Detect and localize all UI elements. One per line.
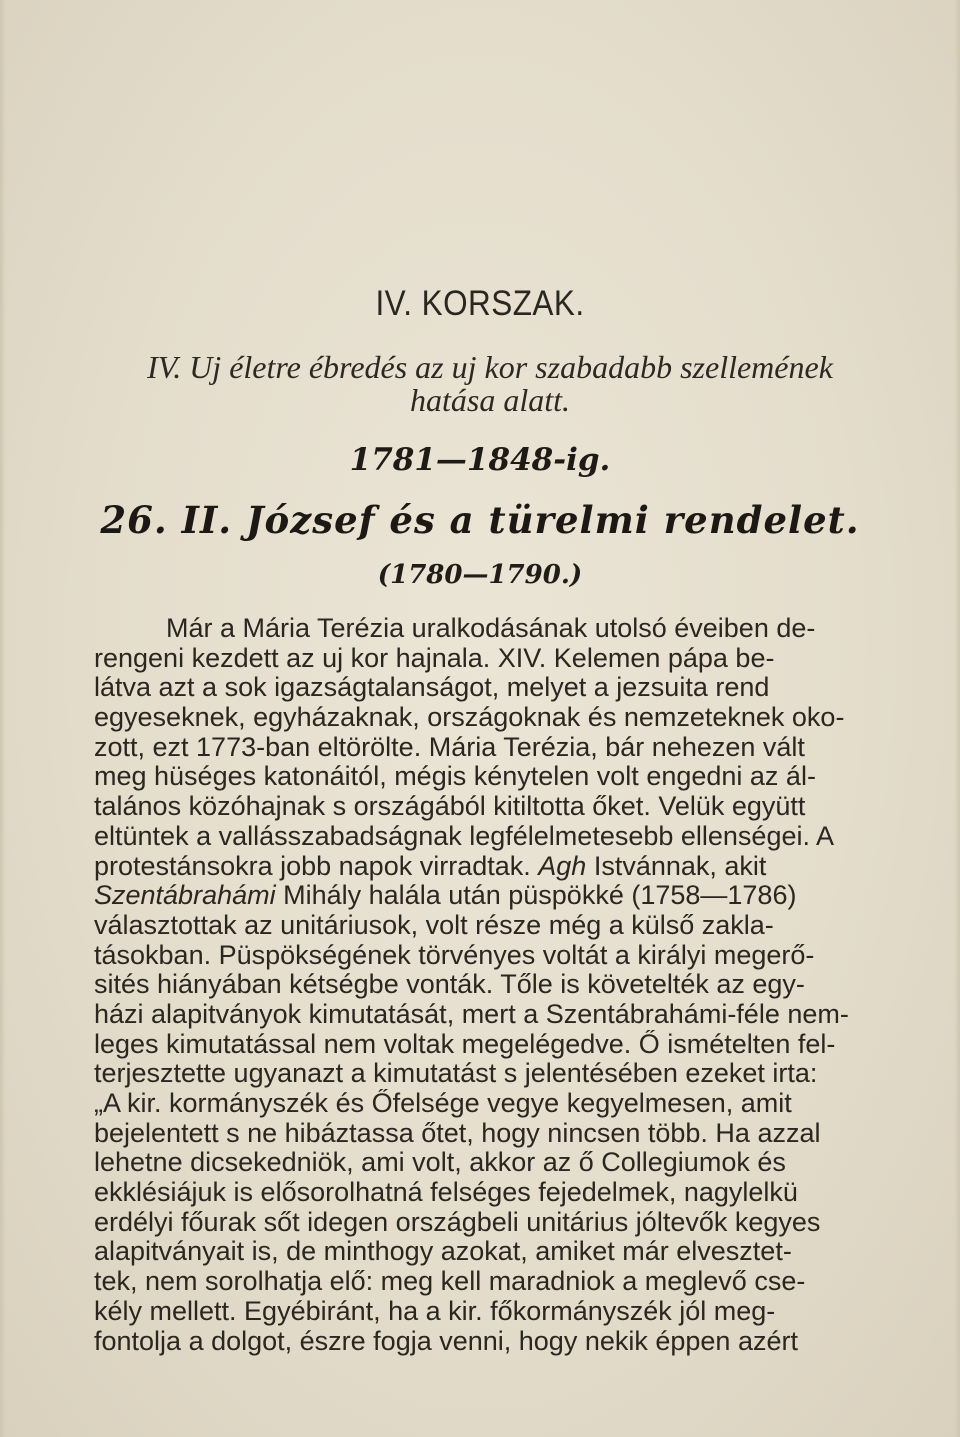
name-agh: Agh <box>538 851 587 881</box>
body-text <box>94 614 894 1356</box>
body-line: terjesztette ugyanazt a kimutatást s jelentésében ezeket irta: <box>94 1059 818 1089</box>
body-line: talános közóhajnak s országából kitiltotta őket. Velük együtt <box>94 792 806 822</box>
period-years: 1781—1848-ig. <box>349 442 611 478</box>
body-line-end: Istvánnak, akit <box>593 851 767 881</box>
body-line: házi alapitványok kimutatását, mert a Szentábrahámi-féle nem- <box>94 999 849 1029</box>
page-edge-left <box>0 0 6 1437</box>
name-szentabrahami: Szentábrahámi <box>94 881 276 911</box>
body-line: zott, ezt 1773-ban eltörölte. Mária Terézia, bár nehezen vált <box>94 732 805 762</box>
body-line: egyeseknek, egyházaknak, országoknak és nemzeteknek oko- <box>94 703 845 733</box>
page-edge-right <box>954 0 960 1437</box>
body-line: választottak az unitáriusok, volt része még a külső zakla- <box>94 910 774 940</box>
subtitle-line-1: IV. Uj életre ébredés az uj kor szabadabb szellemének <box>147 349 833 385</box>
section-title: IV. KORSZAK. <box>375 284 585 323</box>
body-line-start: protestánsokra jobb napok virradtak. <box>94 851 531 881</box>
body-line: eltüntek a vallásszabadságnak legfélelmetesebb ellenségei. A <box>94 821 834 851</box>
body-line: látva azt a sok igazságtalanságot, melyet a jezsuita rend <box>94 673 770 703</box>
chapter-dates: (1780—1790.) <box>377 560 583 590</box>
body-line-rest: Mihály halála után püspökké (1758—1786) <box>283 881 797 911</box>
body-line: rengeni kezdett az uj kor hajnala. XIV. Kelemen pápa be- <box>94 643 775 673</box>
body-line-mixed <box>94 852 894 882</box>
body-line: meg hüséges katonáitól, mégis kénytelen volt engedni az ál- <box>94 762 816 792</box>
body-line: bejelentett s ne hibáztassa őtet, hogy nincsen több. Ha azzal <box>94 1118 821 1148</box>
body-line: tek, nem sorolhatja elő: meg kell maradniok a meglevő cse- <box>94 1267 806 1297</box>
chapter-title: 26. II. József és a türelmi rendelet. <box>100 498 860 542</box>
body-line: lehetne dicsekedniök, ami volt, akkor az ő Collegiumok és <box>94 1148 786 1178</box>
body-line: tásokban. Püspökségének törvényes voltát a királyi megerő- <box>94 940 815 970</box>
body-line: ekklésiájuk is elősorolhatná felséges fejedelmek, nagylelkü <box>94 1178 798 1208</box>
body-line: kély mellett. Egyébiránt, ha a kir. főkormányszék jól meg- <box>94 1296 776 1326</box>
body-line: Már a Mária Terézia uralkodásának utolsó éveiben de- <box>166 614 816 643</box>
body-line: erdélyi főurak sőt idegen országbeli unitárius jóltevők kegyes <box>94 1207 821 1237</box>
body-line-mixed <box>94 881 894 911</box>
body-line: sités hiányában kétségbe vonták. Tőle is követelték az egy- <box>94 970 805 1000</box>
body-line: fontolja a dolgot, észre fogja venni, hogy nekik éppen azért <box>94 1326 798 1356</box>
body-line: leges kimutatással nem voltak megelégedve. Ő ismételten fel- <box>94 1029 836 1059</box>
body-line: „A kir. kormányszék és Őfelsége vegye kegyelmesen, amit <box>94 1089 792 1118</box>
body-line: alapitványait is, de minthogy azokat, amiket már elvesztet- <box>94 1237 792 1267</box>
subtitle-line-2: hatása alatt. <box>409 382 570 418</box>
